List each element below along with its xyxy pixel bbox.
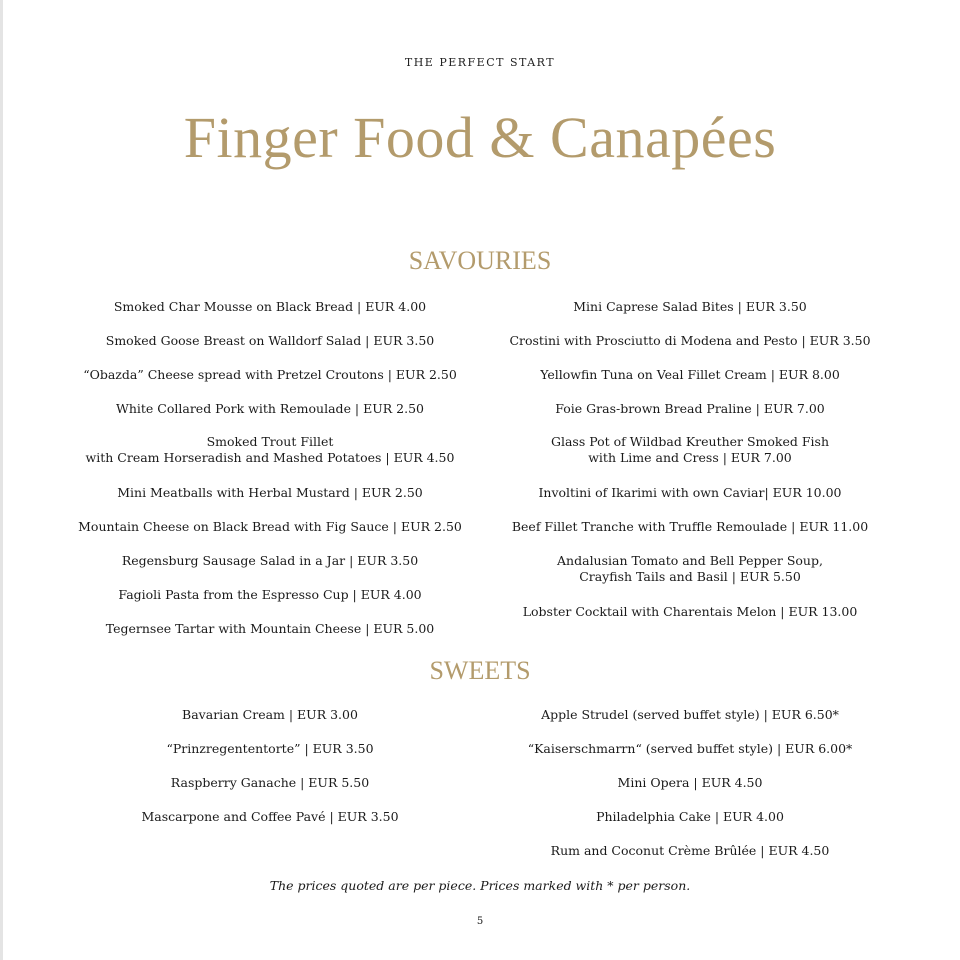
savouries-heading: SAVOURIES: [408, 246, 552, 275]
sweets-heading: SWEETS: [429, 656, 531, 685]
menu-item: Mini Opera | EUR 4.50: [617, 775, 763, 790]
menu-item: Mascarpone and Coffee Pavé | EUR 3.50: [141, 809, 399, 824]
menu-item: Rum and Coconut Crème Brûlée | EUR 4.50: [550, 843, 830, 858]
menu-item: Apple Strudel (served buffet style) | EUR 6.50*: [541, 707, 839, 722]
menu-item: Mini Meatballs with Herbal Mustard | EUR 2.50: [117, 485, 423, 500]
menu-item: Smoked Goose Breast on Walldorf Salad | EUR 3.50: [105, 333, 435, 348]
menu-item: Beef Fillet Tranche with Truffle Remoulade | EUR 11.00: [511, 519, 869, 534]
menu-item: Lobster Cocktail with Charentais Melon | EUR 13.00: [522, 604, 858, 619]
menu-item: Glass Pot of Wildbad Kreuther Smoked Fish with Lime and Cress | EUR 7.00: [550, 434, 830, 465]
menu-item: White Collared Pork with Remoulade | EUR 2.50: [116, 401, 424, 416]
menu-item: Andalusian Tomato and Bell Pepper Soup, Crayfish Tails and Basil | EUR 5.50: [557, 553, 823, 584]
menu-item: Foie Gras-brown Bread Praline | EUR 7.00: [555, 401, 825, 416]
menu-item: “Prinzregententorte” | EUR 3.50: [166, 741, 374, 756]
menu-item: Regensburg Sausage Salad in a Jar | EUR 3.50: [121, 553, 419, 568]
menu-item: Bavarian Cream | EUR 3.00: [182, 707, 358, 722]
menu-item: Smoked Char Mousse on Black Bread | EUR 4.00: [113, 299, 427, 314]
menu-item: Smoked Trout Fillet with Cream Horseradish and Mashed Potatoes | EUR 4.50: [85, 434, 455, 465]
menu-item: Involtini of Ikarimi with own Caviar| EUR 10.00: [538, 485, 842, 500]
page-number: 5: [476, 916, 484, 927]
menu-item: “Obazda” Cheese spread with Pretzel Croutons | EUR 2.50: [83, 367, 457, 382]
menu-item: Fagioli Pasta from the Espresso Cup | EUR 4.00: [118, 587, 422, 602]
menu-item: Tegernsee Tartar with Mountain Cheese | EUR 5.00: [105, 621, 435, 636]
menu-item: “Kaiserschmarrn“ (served buffet style) | EUR 6.00*: [527, 741, 853, 756]
menu-item: Raspberry Ganache | EUR 5.50: [170, 775, 370, 790]
menu-item: Philadelphia Cake | EUR 4.00: [596, 809, 784, 824]
section-eyebrow: THE PERFECT START: [404, 56, 556, 69]
page-title: Finger Food & Canapées: [183, 105, 777, 170]
menu-item: Mountain Cheese on Black Bread with Fig Sauce | EUR 2.50: [78, 519, 462, 534]
menu-item: Yellowfin Tuna on Veal Fillet Cream | EUR 8.00: [540, 367, 840, 382]
price-footnote: The prices quoted are per piece. Prices marked with * per person.: [269, 878, 691, 893]
menu-item: Mini Caprese Salad Bites | EUR 3.50: [573, 299, 807, 314]
menu-item: Crostini with Prosciutto di Modena and Pesto | EUR 3.50: [509, 333, 871, 348]
